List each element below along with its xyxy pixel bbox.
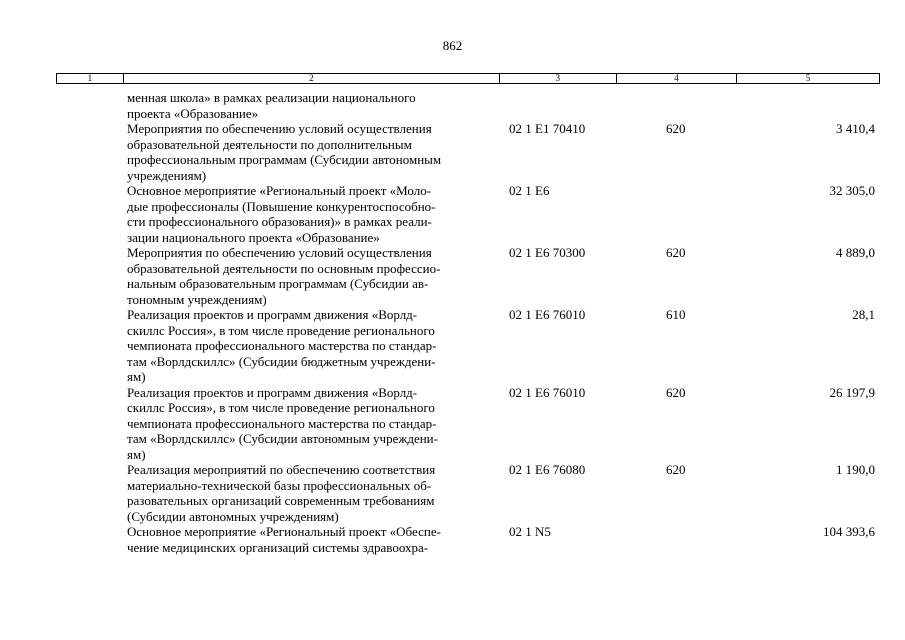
- row-amount: 4 889,0: [836, 245, 875, 260]
- table-row: [0, 307, 905, 385]
- row-amount: 3 410,4: [836, 121, 875, 136]
- table-row: [0, 90, 905, 121]
- row-description: Реализация проектов и программ движения «Ворлд- скиллс Россия», в том числе проведение регионального чемпионата профессионального мастерства по стандар- там «Ворлдскиллс» (Субсидии бюджетным учреждени- ям): [127, 307, 437, 384]
- row-description: менная школа» в рамках реализации национального проекта «Образование»: [127, 90, 416, 121]
- table-body: [0, 90, 905, 555]
- row-description: Мероприятия по обеспечению условий осуществления образовательной деятельности по дополнительным профессиональным программам (Субсидии автономным учреждениям): [127, 121, 442, 183]
- header-col-5: 5: [805, 73, 811, 83]
- header-col-4: 4: [617, 74, 738, 83]
- table-header: [56, 73, 880, 84]
- page-number: 862: [442, 38, 463, 53]
- row-code: 02 1 E6 76010: [509, 384, 586, 400]
- table-row: [0, 524, 905, 555]
- table-row: [0, 183, 905, 245]
- row-description: Основное мероприятие «Региональный проект «Моло- дые профессионалы (Повышение конкурентоспособно- сти профессионального образования)» в рамках реали- зации национального проекта «Образование»: [127, 183, 436, 245]
- table-row: [0, 385, 905, 463]
- row-expense-type: 610: [666, 307, 686, 322]
- row-description: Основное мероприятие «Региональный проект «Обеспе- чение медицинских организаций системы здравоохра-: [127, 524, 441, 555]
- row-amount: 32 305,0: [829, 183, 875, 198]
- row-code: 02 1 E1 70410: [509, 121, 586, 136]
- row-description: Мероприятия по обеспечению условий осуществления образовательной деятельности по основным профессио- нальным образовательным программам (Субсидии ав- тономным учреждениям): [127, 245, 441, 307]
- row-expense-type: 620: [666, 462, 686, 477]
- row-code: 02 1 E6 76080: [509, 462, 586, 477]
- table-row: [0, 121, 905, 183]
- row-expense-type: 620: [666, 121, 686, 136]
- header-col-1: 1: [57, 74, 124, 83]
- header-col-2: 2: [124, 74, 500, 83]
- row-amount: 28,1: [852, 307, 875, 322]
- row-amount: 104 393,6: [823, 524, 875, 539]
- table-row: [0, 245, 905, 307]
- row-amount: 1 190,0: [836, 462, 875, 477]
- row-code: 02 1 E6 70300: [509, 245, 586, 260]
- row-expense-type: 620: [666, 384, 686, 400]
- row-description: Реализация мероприятий по обеспечению соответствия материально-технической базы профессиональных об- разовательных организаций современным требованиям (Субсидии автономных учреждениям): [127, 462, 436, 524]
- row-code: 02 1 N5: [509, 524, 551, 539]
- row-amount: 26 197,9: [829, 384, 875, 400]
- table-row: [0, 462, 905, 524]
- row-code: 02 1 E6: [509, 183, 550, 198]
- row-code: 02 1 E6 76010: [509, 307, 586, 322]
- row-expense-type: 620: [666, 245, 686, 260]
- row-description: Реализация проектов и программ движения «Ворлд- скиллс Россия», в том числе проведение регионального чемпионата профессионального мастерства по стандар- там «Ворлдскиллс» (Субсидии автономным учреждени- ям): [127, 384, 438, 462]
- header-col-3: 3: [500, 74, 617, 83]
